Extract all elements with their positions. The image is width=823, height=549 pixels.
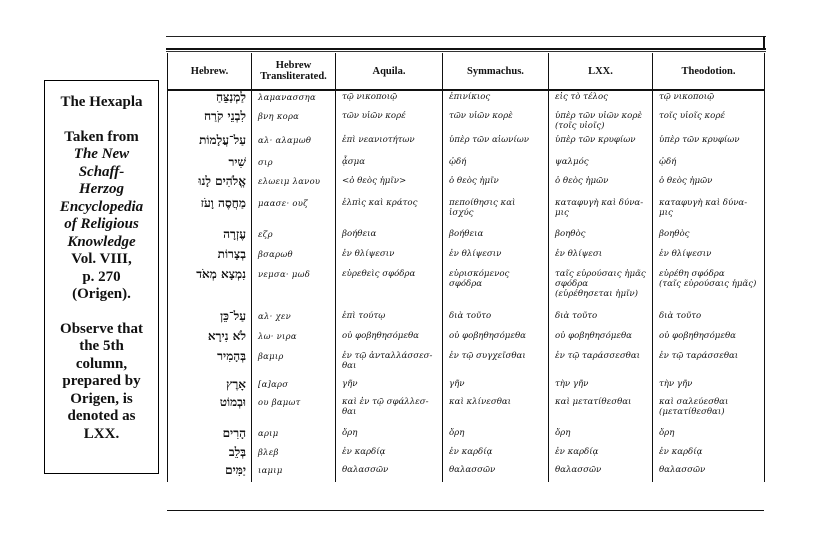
aquila-cell: τῷ νικοποιῷ xyxy=(336,90,443,110)
transliteration-cell: σιρ xyxy=(252,156,336,175)
transliteration-cell: αλ· χεν xyxy=(252,310,336,330)
lxx-cell: ὑπὲρ τῶν υἱῶν κορὲ (τοῖς υἱοῖς) xyxy=(549,110,653,134)
hebrew-cell: בְצָרוֹת xyxy=(168,248,252,268)
bottom-rule xyxy=(167,510,764,511)
aquila-cell: γῆν xyxy=(336,378,443,396)
symmachus-cell: εὑρισκόμενος σφόδρα xyxy=(443,268,549,310)
sidebar-note xyxy=(45,321,158,444)
table-row xyxy=(168,268,765,310)
aquila-cell: ὄρη xyxy=(336,427,443,446)
sidebar-source-line: Taken from xyxy=(64,128,139,145)
top-rule xyxy=(166,36,766,37)
table-row xyxy=(168,446,765,464)
table-row xyxy=(168,197,765,228)
table-row xyxy=(168,427,765,446)
symmachus-cell: διὰ τοῦτο xyxy=(443,310,549,330)
header-row xyxy=(168,53,765,90)
header-theodotion: Theodotion. xyxy=(653,53,765,90)
hebrew-cell: וּבְמוֹט xyxy=(168,396,252,427)
symmachus-cell: ὑπὲρ τῶν αἰωνίων xyxy=(443,134,549,156)
table-row xyxy=(168,330,765,350)
theodotion-cell: τῷ νικοποιῷ xyxy=(659,92,715,102)
table-row xyxy=(168,464,765,482)
hexapla-sidebar-box xyxy=(44,80,159,474)
sidebar-note-line: Observe that xyxy=(60,320,143,337)
symmachus-cell: ἐπινίκιος xyxy=(443,90,549,110)
sidebar-note-line: column, xyxy=(75,355,128,372)
transliteration-cell: ελωειμ λανου xyxy=(252,175,336,197)
table-row xyxy=(168,248,765,268)
aquila-cell: ἐπὶ νεανιοτήτων xyxy=(336,134,443,156)
theodotion-cell: ὄρη xyxy=(659,428,675,438)
transliteration-cell: βαμιρ xyxy=(252,350,336,378)
lxx-cell: ὑπὲρ τῶν κρυφίων xyxy=(549,134,653,156)
theodotion-cell: οὐ φοβηθησόμεθα xyxy=(659,331,736,341)
sidebar-ref-line: (Origen). xyxy=(72,286,131,302)
aquila-cell: βοήθεια xyxy=(336,228,443,248)
aquila-cell: ἐν θλίψεσιν xyxy=(336,248,443,268)
hebrew-cell: מַחֲסֶה וָעֹז xyxy=(168,197,252,228)
symmachus-cell: ὁ θεὸς ἡμῖν xyxy=(443,175,549,197)
sidebar-source xyxy=(45,129,158,304)
symmachus-cell: τῶν υἱῶν κορὲ xyxy=(443,110,549,134)
theodotion-cell: βοηθὸς xyxy=(659,229,690,239)
theodotion-cell: ἐν θλίψεσιν xyxy=(659,249,712,259)
theodotion-cell: ὑπὲρ τῶν κρυφίων xyxy=(659,135,740,145)
lxx-cell: ὄρη xyxy=(549,427,653,446)
table-row xyxy=(168,175,765,197)
lxx-cell: θαλασσῶν xyxy=(549,464,653,482)
hebrew-cell: עַל־עֲלָמוֹת xyxy=(168,134,252,156)
table-row xyxy=(168,228,765,248)
transliteration-cell: αλ· αλαμωθ xyxy=(252,134,336,156)
hebrew-cell: אָרֶץ xyxy=(168,378,252,396)
aquila-cell: ἐν τῷ ἀνταλλάσσεσ- θαι xyxy=(336,350,443,378)
transliteration-cell: εζρ xyxy=(252,228,336,248)
symmachus-cell: πεποίθησις καὶ ἰσχύς xyxy=(443,197,549,228)
lxx-cell: οὐ φοβηθησόμεθα xyxy=(549,330,653,350)
symmachus-cell: οὐ φοβηθησόμεθα xyxy=(443,330,549,350)
theodotion-cell: καταφυγὴ καὶ δύνα- μις xyxy=(659,198,748,218)
symmachus-cell: ὄρη xyxy=(443,427,549,446)
symmachus-cell: θαλασσῶν xyxy=(443,464,549,482)
hebrew-cell: בְּהָמִיר xyxy=(168,350,252,378)
symmachus-cell: ἐν τῷ συγχεῖσθαι xyxy=(443,350,549,378)
table-row xyxy=(168,396,765,427)
hebrew-cell: עַל־כֵּן xyxy=(168,310,252,330)
top-rule-thick xyxy=(166,48,766,50)
sidebar-note-line: Origen, is xyxy=(70,390,133,407)
aquila-cell: καὶ ἐν τῷ σφάλλεσ- θαι xyxy=(336,396,443,427)
theodotion-cell: τοῖς υἱοῖς κορέ xyxy=(659,111,725,121)
lxx-cell: ψαλμός xyxy=(549,156,653,175)
symmachus-cell: καὶ κλίνεσθαι xyxy=(443,396,549,427)
transliteration-cell: ου βαμωτ xyxy=(252,396,336,427)
header-transliterated: Hebrew Transliterated. xyxy=(252,53,336,90)
hebrew-cell: לֹא נִירָא xyxy=(168,330,252,350)
table-row xyxy=(168,310,765,330)
table-row xyxy=(168,110,765,134)
aquila-cell: ἐν καρδίᾳ xyxy=(336,446,443,464)
header-aquila: Aquila. xyxy=(336,53,443,90)
aquila-cell: εὑρεθεὶς σφόδρα xyxy=(336,268,443,310)
lxx-cell: καταφυγὴ καὶ δύνα- μις xyxy=(549,197,653,228)
table-row xyxy=(168,134,765,156)
sidebar-note-line: the 5th xyxy=(79,338,124,354)
theodotion-cell: θαλασσῶν xyxy=(659,465,706,475)
symmachus-cell: γῆν xyxy=(443,378,549,396)
top-rule-inner xyxy=(166,51,766,52)
symmachus-cell: ἐν καρδίᾳ xyxy=(443,446,549,464)
sidebar-book-line: of Religious xyxy=(64,216,139,232)
theodotion-cell: καὶ σαλεύεσθαι (μετατίθεσθαι) xyxy=(659,397,729,417)
transliteration-cell: λω· νιρα xyxy=(252,330,336,350)
sidebar-book-line: The New xyxy=(73,146,130,162)
lxx-cell: καὶ μετατίθεσθαι xyxy=(549,396,653,427)
transliteration-cell: βσαρωθ xyxy=(252,248,336,268)
theodotion-cell: τὴν γῆν xyxy=(659,379,693,389)
lxx-cell: ταῖς εὑρούσαις ἡμᾶς σφόδρα (εὑρέθησεται ἡμῖν) xyxy=(549,268,653,310)
sidebar-note-line: denoted as xyxy=(67,408,136,424)
table-row xyxy=(168,378,765,396)
aquila-cell: οὐ φοβηθησόμεθα xyxy=(336,330,443,350)
transliteration-cell: μαασε· ουζ xyxy=(252,197,336,228)
lxx-cell: τὴν γῆν xyxy=(549,378,653,396)
sidebar-ref-line: Vol. VIII, xyxy=(71,251,132,267)
symmachus-cell: βοήθεια xyxy=(443,228,549,248)
hexapla-table xyxy=(167,53,765,482)
transliteration-cell: νεμσα· μωδ xyxy=(252,268,336,310)
aquila-cell: ᾆσμα xyxy=(336,156,443,175)
sidebar-note-line: LXX. xyxy=(83,425,120,442)
aquila-cell: θαλασσῶν xyxy=(336,464,443,482)
transliteration-cell: ιαμιμ xyxy=(252,464,336,482)
hebrew-cell: יַמִּים xyxy=(168,464,252,482)
aquila-cell: τῶν υἱῶν κορέ xyxy=(336,110,443,134)
header-symmachus: Symmachus. xyxy=(443,53,549,90)
hebrew-cell: שִׁיר xyxy=(168,156,252,175)
sidebar-title: The Hexapla xyxy=(60,94,143,110)
table-body xyxy=(168,90,765,482)
lxx-cell: ἐν τῷ ταράσσεσθαι xyxy=(549,350,653,378)
table-row xyxy=(168,156,765,175)
transliteration-cell: [α]αρσ xyxy=(252,378,336,396)
table-row xyxy=(168,90,765,110)
header-lxx: LXX. xyxy=(549,53,653,90)
hebrew-cell: לַמְנַצֵּחַ xyxy=(168,90,252,110)
lxx-cell: διὰ τοῦτο xyxy=(549,310,653,330)
sidebar-book-line: Knowledge xyxy=(67,233,136,250)
theodotion-cell: ᾠδή xyxy=(659,157,677,167)
aquila-cell: <ὁ θεὸς ἡμῖν> xyxy=(336,175,443,197)
hebrew-cell: בְּלֵב xyxy=(168,446,252,464)
sidebar-book-line: Herzog xyxy=(79,181,124,197)
symmachus-cell: ἐν θλίψεσιν xyxy=(443,248,549,268)
theodotion-cell: ἐν τῷ ταράσσεθαι xyxy=(659,351,739,361)
hexapla-table-frame xyxy=(166,36,766,508)
transliteration-cell: αριμ xyxy=(252,427,336,446)
transliteration-cell: λαμανασσηα xyxy=(252,90,336,110)
hebrew-cell: נִמְצָא מְאֹד xyxy=(168,268,252,310)
aquila-cell: ἐλπὶς καὶ κράτος xyxy=(336,197,443,228)
theodotion-cell: ὁ θεὸς ἡμῶν xyxy=(659,176,713,186)
lxx-cell: ἐν θλίψεσι xyxy=(549,248,653,268)
lxx-cell: εἰς τὸ τέλος xyxy=(549,90,653,110)
top-right-tick xyxy=(763,36,765,48)
sidebar-book-line: Schaff- xyxy=(78,163,125,180)
lxx-cell: ἐν καρδίᾳ xyxy=(549,446,653,464)
transliteration-cell: βνη κορα xyxy=(252,110,336,134)
header-hebrew: Hebrew. xyxy=(168,53,252,90)
lxx-cell: βοηθὸς xyxy=(549,228,653,248)
aquila-cell: ἐπὶ τούτῳ xyxy=(336,310,443,330)
theodotion-cell: εὑρέθη σφόδρα (ταῖς εὑρούσαις ἡμᾶς) xyxy=(659,269,757,289)
symmachus-cell: ᾠδή xyxy=(443,156,549,175)
transliteration-cell: βλεβ xyxy=(252,446,336,464)
sidebar-note-line: prepared by xyxy=(62,373,141,389)
hebrew-cell: הָרִים xyxy=(168,427,252,446)
table-row xyxy=(168,350,765,378)
theodotion-cell: ἐν καρδίᾳ xyxy=(659,447,703,457)
sidebar-ref-line: p. 270 xyxy=(82,268,121,285)
hebrew-cell: לִבְנֵי קֹרַח xyxy=(168,110,252,134)
hebrew-cell: עֶזְרָה xyxy=(168,228,252,248)
theodotion-cell: διὰ τοῦτο xyxy=(659,311,702,321)
sidebar-book-line: Encyclopedia xyxy=(59,198,144,215)
hebrew-cell: אֱלֹהִים לָנוּ xyxy=(168,175,252,197)
lxx-cell: ὁ θεὸς ἡμῶν xyxy=(549,175,653,197)
